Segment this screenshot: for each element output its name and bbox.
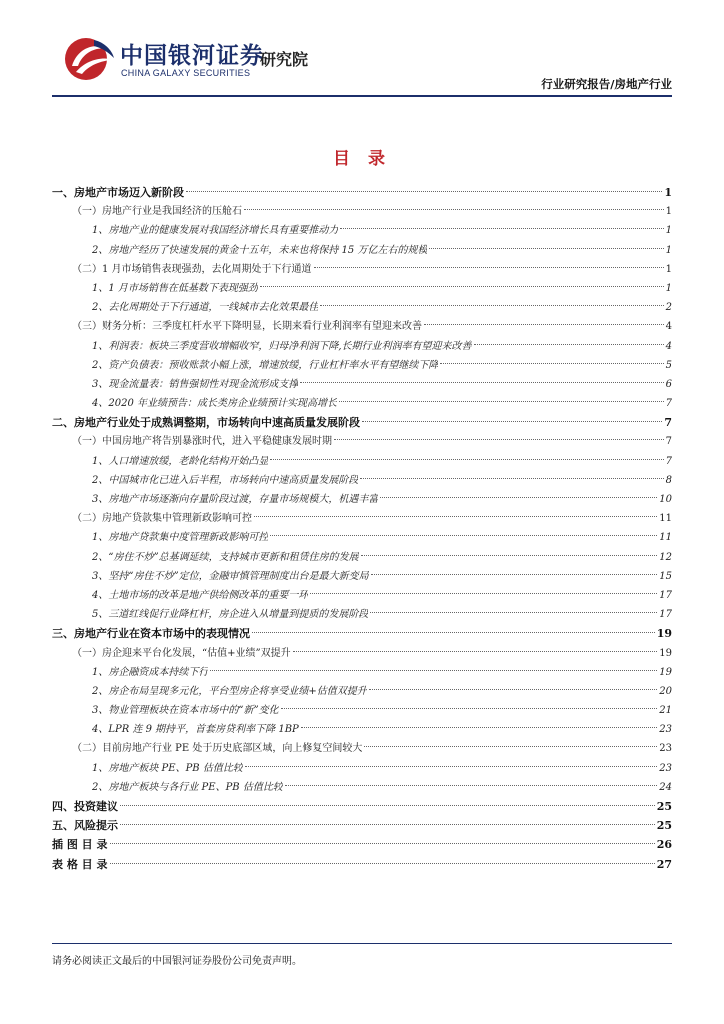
toc-entry-title: 2、去化周期处于下行通道，一线城市去化效果最佳 — [92, 302, 319, 314]
toc-leader-dots — [293, 651, 658, 652]
toc-entry-title: 2、“房住不炒”总基调延续，支持城市更新和租赁住房的发展 — [92, 551, 359, 563]
toc-leader-dots — [320, 305, 663, 306]
toc-entry-level-3[interactable] — [52, 720, 672, 739]
toc-entry-page: 21 — [659, 705, 672, 717]
toc-entry-page: 11 — [659, 513, 672, 525]
page-header — [0, 0, 724, 100]
toc-entry-level-3[interactable] — [52, 221, 672, 240]
toc-entry-page: 23 — [659, 762, 672, 774]
toc-entry-title: 2、房企布局呈现多元化，平台型房企将享受业绩+估值双提升 — [92, 685, 367, 697]
toc-entry-page: 17 — [659, 609, 672, 621]
toc-entry-page: 7 — [665, 436, 672, 448]
toc-entry-title: 二、房地产行业处于成熟调整期，市场转向中速高质量发展阶段 — [52, 416, 360, 430]
toc-leader-dots — [210, 670, 657, 671]
toc-entry-title: 1、房地产板块 PE、PB 估值比较 — [92, 762, 243, 774]
toc-entry-title: 5、三道红线促行业降杠杆，房企进入从增量到提质的发展阶段 — [92, 609, 369, 621]
toc-entry-page: 1 — [665, 282, 672, 294]
toc-entry-level-2[interactable] — [52, 739, 672, 758]
toc-entry-level-3[interactable] — [52, 452, 672, 471]
toc-entry-level-3[interactable] — [52, 337, 672, 356]
toc-leader-dots — [360, 478, 663, 479]
toc-leader-dots — [340, 228, 663, 229]
toc-entry-level-3[interactable] — [52, 605, 672, 624]
toc-heading: 目 录 — [333, 149, 391, 169]
toc-entry-title: 2、中国城市化已进入后半程，市场转向中速高质量发展阶段 — [92, 474, 359, 486]
report-type: 行业研究报告/房地产行业 — [541, 77, 672, 91]
toc-leader-dots — [281, 708, 658, 709]
toc-entry-title: 1、利润表：板块三季度营收增幅收窄，归母净利润下降,长期行业利润率有望迎来改善 — [92, 340, 472, 352]
toc-entry-level-1[interactable] — [52, 816, 672, 835]
toc-entry-page: 4 — [665, 340, 672, 352]
toc-entry-page: 24 — [659, 781, 672, 793]
toc-entry-level-3[interactable] — [52, 663, 672, 682]
toc-entry-page: 8 — [665, 474, 672, 486]
toc-entry-page: 19 — [659, 647, 672, 659]
toc-entry-page: 25 — [656, 819, 672, 833]
toc-leader-dots — [361, 555, 658, 556]
toc-entry-title: 一、房地产市场迈入新阶段 — [52, 186, 184, 199]
toc-leader-dots — [339, 401, 664, 402]
brand-department: 研究院 — [260, 50, 309, 69]
toc-leader-dots — [300, 382, 663, 383]
toc-entry-title: 表 格 目 录 — [52, 857, 108, 871]
toc-leader-dots — [254, 516, 657, 517]
toc-entry-level-3[interactable] — [52, 279, 672, 298]
toc-entry-title: 3、物业管理板块在资本市场中的“新”变化 — [92, 705, 279, 717]
toc-entry-level-3[interactable] — [52, 394, 672, 413]
toc-entry-title: 三、房地产行业在资本市场中的表现情况 — [52, 627, 250, 641]
toc-entry-title: 五、风险提示 — [52, 819, 118, 833]
toc-entry-page: 15 — [659, 570, 672, 582]
toc-entry-title: 1、人口增速放缓，老龄化结构开始凸显 — [92, 455, 269, 467]
toc-entry-page: 12 — [659, 551, 672, 563]
toc-entry-page: 1 — [664, 186, 672, 199]
toc-entry-page: 7 — [664, 416, 672, 430]
toc-entry-page: 4 — [665, 321, 672, 333]
footer-divider — [52, 943, 672, 944]
toc-entry-title: 1、房企融资成本持续下行 — [92, 666, 209, 678]
toc-entry-page: 7 — [665, 398, 672, 410]
toc-entry-page: 23 — [659, 724, 672, 736]
toc-entry-page: 1 — [665, 206, 672, 218]
toc-leader-dots — [252, 632, 655, 633]
toc-leader-dots — [334, 439, 664, 440]
toc-entry-level-3[interactable] — [52, 375, 672, 394]
toc-entry-level-2[interactable] — [52, 317, 672, 336]
toc-entry-title: （二）1 月市场销售表现强劲，去化周期处于下行通道 — [72, 263, 312, 275]
toc-leader-dots — [110, 863, 655, 864]
toc-entry-title: 1、房地产业的健康发展对我国经济增长具有重要推动力 — [92, 225, 339, 237]
toc-leader-dots — [380, 497, 657, 498]
toc-entry-level-3[interactable] — [52, 548, 672, 567]
toc-entry-title: 1、房地产贷款集中度管理新政影响可控 — [92, 532, 269, 544]
toc-entry-page: 10 — [659, 494, 672, 505]
toc-entry-page: 7 — [665, 455, 672, 467]
toc-leader-dots — [270, 459, 663, 460]
toc-leader-dots — [270, 535, 657, 536]
toc-entry-title: 3、坚持“房住不炒”定位，金融审慎管理制度出台是最大新变局 — [92, 570, 369, 582]
table-of-contents — [52, 183, 672, 874]
toc-leader-dots — [310, 593, 657, 594]
toc-entry-title: 插 图 目 录 — [52, 838, 108, 852]
toc-entry-level-3[interactable] — [52, 298, 672, 317]
toc-entry-page: 1 — [665, 225, 672, 237]
toc-leader-dots — [245, 766, 657, 767]
toc-entry-page: 11 — [659, 532, 672, 544]
toc-entry-level-3[interactable] — [52, 490, 672, 509]
toc-entry-level-2[interactable] — [52, 509, 672, 528]
toc-entry-level-3[interactable] — [52, 586, 672, 605]
toc-entry-level-3[interactable] — [52, 241, 672, 260]
toc-entry-page: 19 — [659, 666, 672, 678]
toc-entry-title: （一）房地产行业是我国经济的压舱石 — [72, 206, 242, 218]
toc-entry-level-3[interactable] — [52, 471, 672, 490]
header-divider — [52, 95, 672, 97]
toc-entry-title: 3、现金流量表：销售强韧性对现金流形成支撑 — [92, 378, 299, 390]
toc-leader-dots — [369, 689, 658, 690]
footer-disclaimer: 请务必阅读正文最后的中国银河证券股份公司免责声明。 — [52, 956, 302, 967]
toc-entry-title: 1、1 月市场销售在低基数下表现强劲 — [92, 282, 258, 294]
toc-leader-dots — [424, 324, 664, 325]
toc-entry-level-1[interactable] — [52, 797, 672, 816]
toc-leader-dots — [260, 286, 664, 287]
toc-entry-page: 5 — [665, 359, 672, 371]
toc-entry-level-3[interactable] — [52, 567, 672, 586]
toc-entry-page: 2 — [665, 302, 672, 314]
toc-entry-page: 27 — [656, 857, 672, 871]
toc-entry-page: 26 — [656, 838, 672, 852]
toc-leader-dots — [429, 248, 663, 249]
toc-entry-title: （一）房企迎来平台化发展，“估值+业绩”双提升 — [72, 647, 291, 659]
toc-entry-title: 2、房地产经历了快速发展的黄金十五年，未来也将保持 15 万亿左右的规模 — [92, 244, 428, 256]
toc-leader-dots — [370, 612, 657, 613]
toc-entry-title: 4、土地市场的改革是地产供给侧改革的重要一环 — [92, 589, 309, 601]
toc-leader-dots — [301, 727, 657, 728]
toc-leader-dots — [285, 785, 657, 786]
toc-entry-title: （二）房地产贷款集中管理新政影响可控 — [72, 513, 252, 525]
toc-entry-level-2[interactable] — [52, 432, 672, 451]
toc-entry-title: 2、房地产板块与各行业 PE、PB 估值比较 — [92, 781, 283, 793]
toc-entry-level-3[interactable] — [52, 778, 672, 797]
toc-leader-dots — [120, 805, 655, 806]
toc-entry-page: 25 — [656, 800, 672, 813]
toc-entry-title: 四、投资建议 — [52, 800, 118, 813]
toc-entry-level-3[interactable] — [52, 682, 672, 701]
toc-entry-level-1[interactable] — [52, 413, 672, 432]
toc-leader-dots — [186, 191, 662, 192]
toc-entry-page: 19 — [656, 627, 672, 641]
toc-entry-title: 4、2020 年业绩预告：成长类房企业绩预计实现高增长 — [92, 398, 337, 410]
toc-entry-level-1[interactable] — [52, 835, 672, 854]
toc-entry-title: 3、房地产市场逐渐向存量阶段过渡，存量市场规模大，机遇丰富 — [92, 494, 379, 505]
toc-entry-title: （二）目前房地产行业 PE 处于历史底部区域，向上修复空间较大 — [72, 743, 363, 755]
toc-entry-level-2[interactable] — [52, 202, 672, 221]
toc-entry-page: 6 — [665, 378, 672, 390]
toc-leader-dots — [244, 209, 664, 210]
toc-leader-dots — [362, 421, 662, 422]
toc-entry-level-1[interactable] — [52, 183, 672, 202]
toc-entry-level-1[interactable] — [52, 855, 672, 874]
toc-leader-dots — [120, 824, 655, 825]
toc-entry-level-2[interactable] — [52, 644, 672, 663]
toc-entry-title: 4、LPR 连 9 期持平，首套房贷利率下降 1BP — [92, 724, 299, 736]
toc-entry-level-1[interactable] — [52, 624, 672, 643]
toc-leader-dots — [474, 344, 664, 345]
toc-leader-dots — [110, 843, 655, 844]
toc-entry-page: 1 — [665, 244, 672, 256]
toc-entry-page: 1 — [665, 263, 672, 275]
toc-leader-dots — [440, 363, 663, 364]
toc-leader-dots — [371, 574, 658, 575]
toc-entry-title: （一）中国房地产将告别暴涨时代，进入平稳健康发展时期 — [72, 436, 332, 448]
toc-entry-page: 20 — [659, 685, 672, 697]
toc-entry-level-3[interactable] — [52, 759, 672, 778]
toc-entry-level-3[interactable] — [52, 701, 672, 720]
brand-name-cn: 中国银河证券 — [120, 43, 264, 69]
toc-leader-dots — [364, 746, 657, 747]
toc-entry-page: 17 — [659, 589, 672, 601]
toc-entry-title: （三）财务分析：三季度杠杆水平下降明显，长期来看行业利润率有望迎来改善 — [72, 321, 422, 333]
galaxy-logo-icon — [64, 36, 116, 82]
toc-entry-level-2[interactable] — [52, 260, 672, 279]
toc-entry-page: 23 — [659, 743, 672, 755]
brand-name-en: CHINA GALAXY SECURITIES — [121, 68, 251, 78]
toc-entry-title: 2、资产负债表：预收账款小幅上涨，增速放缓，行业杠杆率水平有望继续下降 — [92, 359, 439, 371]
toc-leader-dots — [314, 267, 664, 268]
toc-entry-level-3[interactable] — [52, 356, 672, 375]
toc-entry-level-3[interactable] — [52, 528, 672, 547]
